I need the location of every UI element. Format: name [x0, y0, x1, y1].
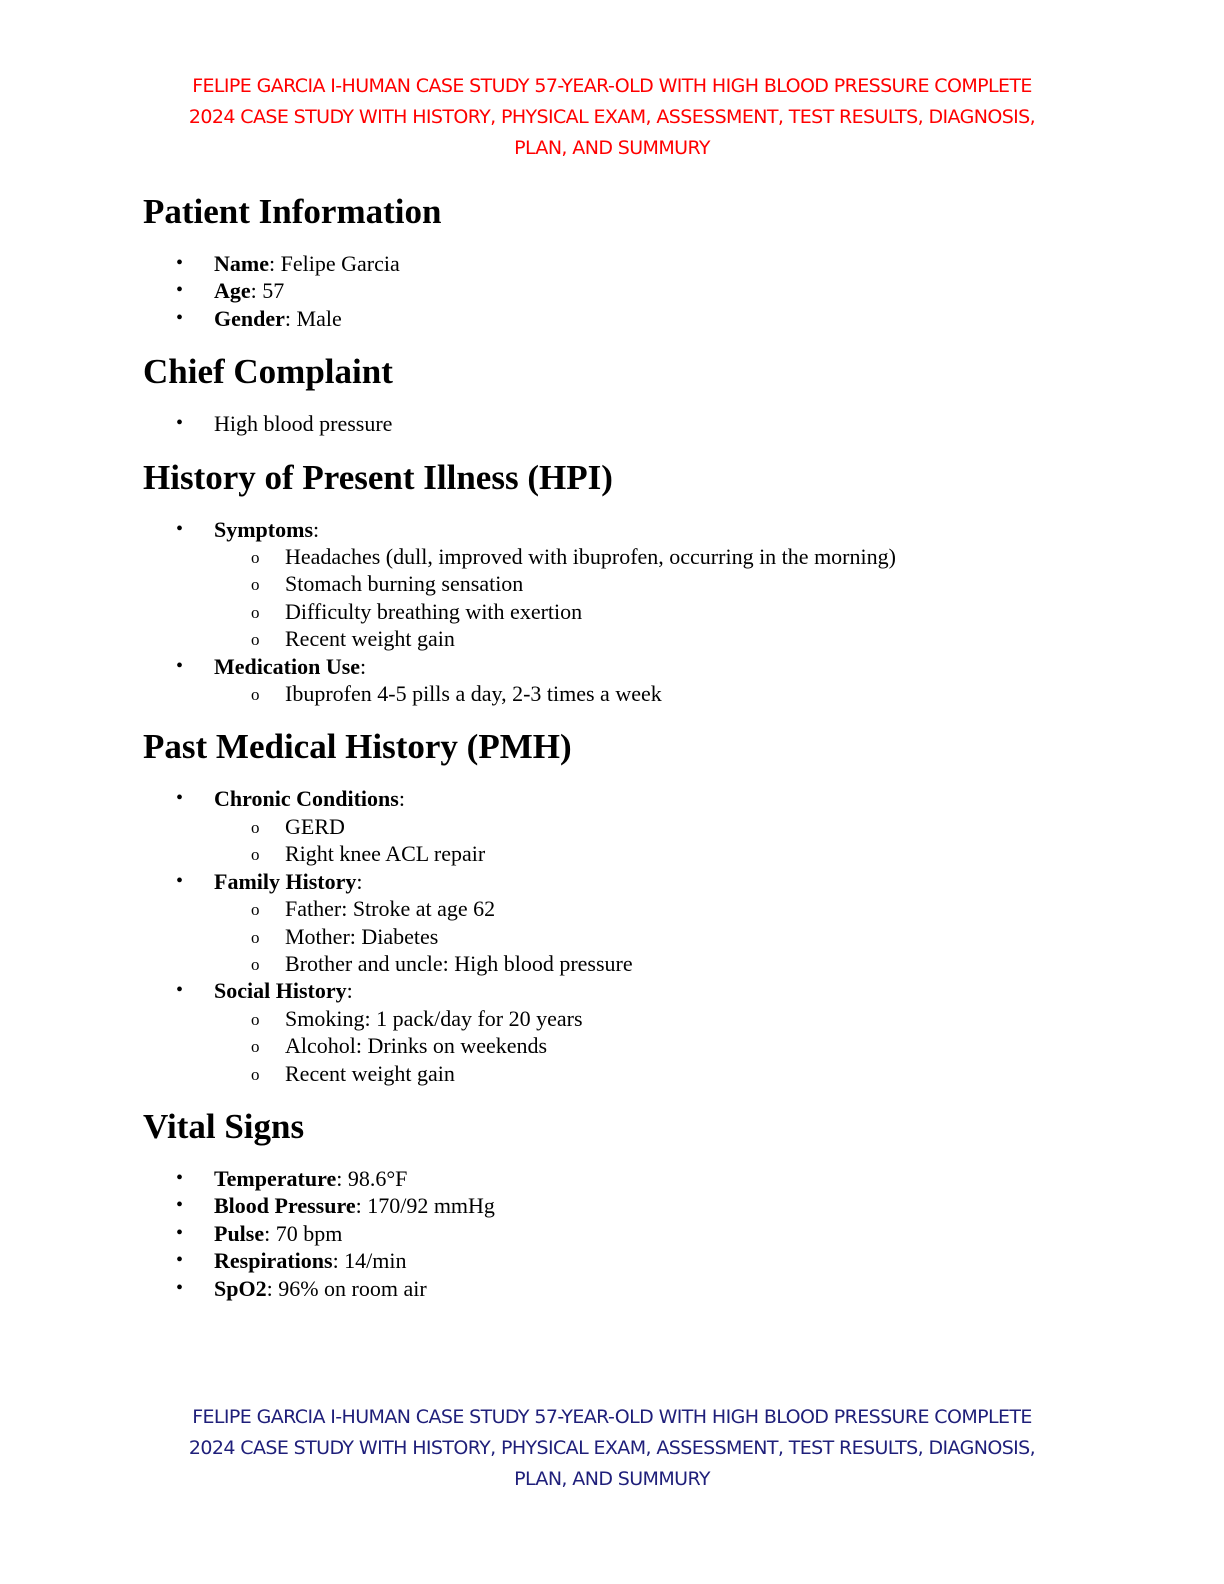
list-item — [143, 1275, 1143, 1302]
list-item: • Symptoms: o Headaches (dull, improved with ibuprofen, occurring in the morning) o Stomach burning sensation o Difficulty breathing with exertion o Recent weight gain — [143, 516, 1143, 653]
sublist-item: o Ibuprofen 4-5 pills a day, 2-3 times a week — [143, 680, 1143, 707]
sublist-item: o Right knee ACL repair — [143, 840, 1143, 867]
item-label: Social History — [214, 978, 347, 1004]
header-banner-line: 2024 CASE STUDY WITH HISTORY, PHYSICAL EXAM, ASSESSMENT, TEST RESULTS, DIAGNOSIS, — [188, 106, 1036, 128]
sublist-item: o Recent weight gain — [143, 625, 1143, 652]
item-value: : Male — [284, 305, 342, 331]
list-item: • Family History: o Father: Stroke at age 62 o Mother: Diabetes o Brother and uncle: High blood pressure — [143, 868, 1143, 978]
list-item: • High blood pressure — [143, 410, 1143, 437]
footer-banner-line: 2024 CASE STUDY WITH HISTORY, PHYSICAL EXAM, ASSESSMENT, TEST RESULTS, DIAGNOSIS, — [188, 1437, 1036, 1459]
chief-complaint-list — [143, 410, 1143, 437]
sublist-item: o Stomach burning sensation — [143, 570, 1143, 597]
section-title-vital-signs: Vital Signs — [143, 1106, 305, 1146]
medication-sublist — [214, 680, 1143, 707]
item-label: Age — [214, 278, 251, 304]
sublist-item: o Mother: Diabetes — [143, 923, 1143, 950]
header-banner-line: PLAN, AND SUMMURY — [514, 137, 710, 159]
vitals-list — [143, 1165, 1143, 1302]
symptoms-sublist — [214, 543, 1143, 653]
sublist-item: o Alcohol: Drinks on weekends — [143, 1032, 1143, 1059]
social-sublist — [214, 1005, 1143, 1087]
header-banner — [150, 71, 1074, 164]
item-value: : 57 — [250, 278, 285, 304]
item-label: Blood Pressure — [214, 1193, 356, 1219]
chronic-sublist — [214, 813, 1143, 868]
list-item — [143, 1165, 1143, 1192]
family-sublist — [214, 895, 1143, 977]
list-item — [143, 305, 1143, 332]
item-label: SpO2 — [214, 1275, 267, 1301]
item-label: Gender — [214, 305, 285, 331]
footer-banner-line: PLAN, AND SUMMURY — [514, 1468, 710, 1490]
footer-banner-line: FELIPE GARCIA I-HUMAN CASE STUDY 57-YEAR-OLD WITH HIGH BLOOD PRESSURE COMPLETE — [192, 1406, 1032, 1428]
section-title-hpi: History of Present Illness (HPI) — [143, 457, 613, 497]
item-label: Temperature — [214, 1165, 337, 1191]
hpi-list — [143, 516, 1143, 708]
item-label: Symptoms — [214, 516, 314, 542]
list-item: • Medication Use: o Ibuprofen 4-5 pills a day, 2-3 times a week — [143, 653, 1143, 708]
sublist-item: o Smoking: 1 pack/day for 20 years — [143, 1005, 1143, 1032]
header-banner-line: FELIPE GARCIA I-HUMAN CASE STUDY 57-YEAR-OLD WITH HIGH BLOOD PRESSURE COMPLETE — [192, 75, 1032, 97]
item-label: Pulse — [214, 1220, 265, 1246]
item-label: Medication Use — [214, 653, 361, 679]
patient-info-list — [143, 250, 1143, 332]
item-label: Name — [214, 251, 269, 276]
list-item — [143, 1220, 1143, 1247]
list-item — [143, 277, 1143, 304]
item-label: Chronic Conditions — [214, 786, 399, 812]
list-item — [143, 250, 1143, 277]
item-label: Family History — [214, 868, 357, 894]
item-value: : 96% on room air — [266, 1275, 427, 1301]
section-title-pmh: Past Medical History (PMH) — [143, 727, 572, 767]
item-label: Respirations — [214, 1248, 333, 1274]
item-value: : 170/92 mmHg — [355, 1193, 495, 1219]
document-body — [143, 190, 1143, 1320]
pmh-list — [143, 785, 1143, 1086]
sublist-item: o Headaches (dull, improved with ibuprofen, occurring in the morning) — [143, 543, 1143, 570]
list-item: • Social History: o Smoking: 1 pack/day for 20 years o Alcohol: Drinks on weekends o Recent weight gain — [143, 977, 1143, 1087]
item-value: : Felipe Garcia — [268, 251, 400, 276]
item-value: : 14/min — [332, 1248, 407, 1274]
list-item — [143, 1192, 1143, 1219]
sublist-item: o Recent weight gain — [143, 1060, 1143, 1087]
sublist-item: o Brother and uncle: High blood pressure — [143, 950, 1143, 977]
sublist-item: o Difficulty breathing with exertion — [143, 598, 1143, 625]
sublist-item: o GERD — [143, 813, 1143, 840]
section-title-chief-complaint: Chief Complaint — [143, 352, 393, 392]
section-title-patient-information: Patient Information — [143, 192, 442, 231]
list-item — [143, 1247, 1143, 1274]
item-value: : 70 bpm — [264, 1220, 343, 1246]
list-item: • Chronic Conditions: o GERD o Right knee ACL repair — [143, 785, 1143, 867]
item-value: : 98.6°F — [336, 1165, 408, 1191]
sublist-item: o Father: Stroke at age 62 — [143, 895, 1143, 922]
footer-banner — [150, 1402, 1074, 1495]
